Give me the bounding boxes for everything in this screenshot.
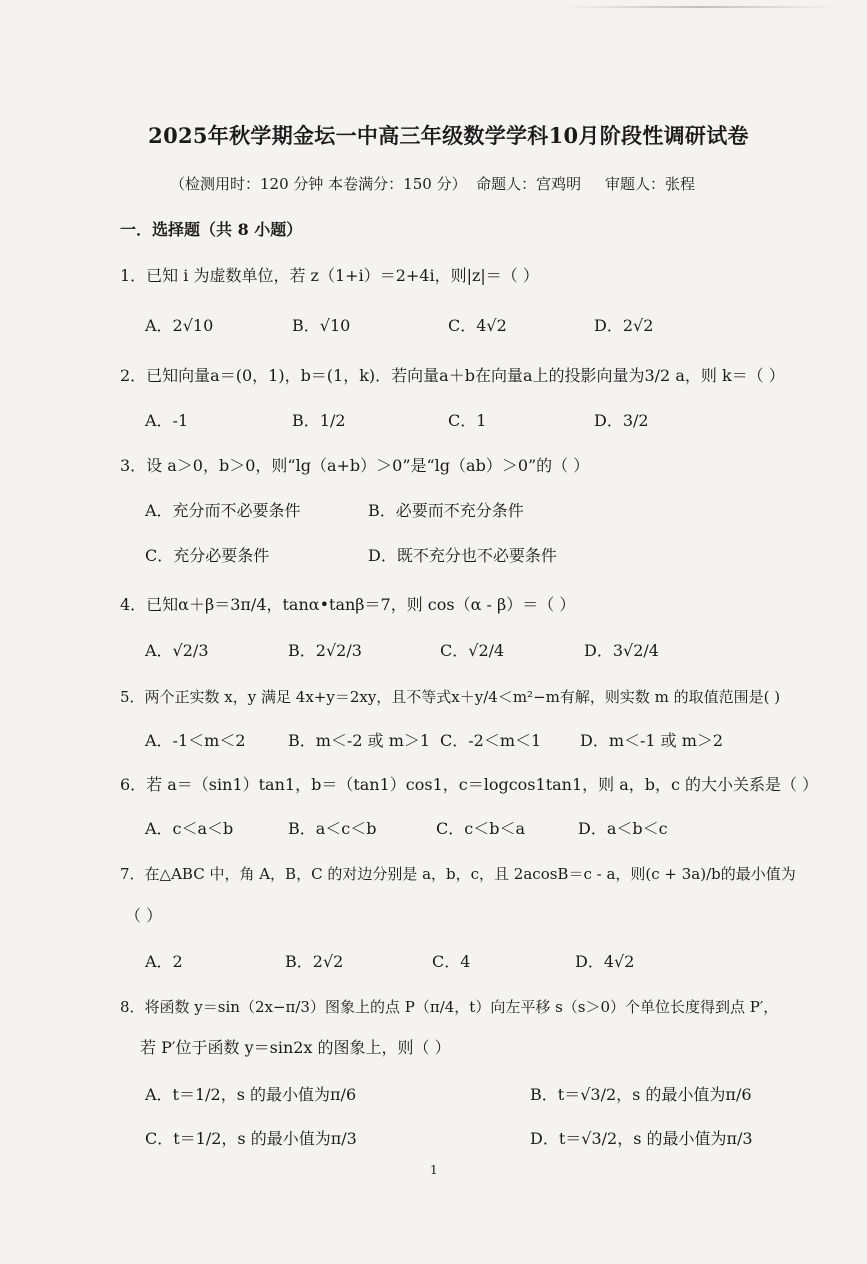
q2-option-c: C．1 — [448, 411, 487, 430]
q3-option-a: A．充分而不必要条件 — [145, 501, 301, 520]
q3-option-b: B．必要而不充分条件 — [368, 501, 524, 520]
q3-option-d: D．既不充分也不必要条件 — [368, 546, 557, 565]
q2-option-a: A．-1 — [145, 411, 189, 430]
q5-option-d: D．m＜-1 或 m＞2 — [580, 731, 724, 750]
question-4: 4．已知α＋β＝3π/4，tanα•tanβ＝7，则 cos（α - β）＝（ ） — [120, 595, 576, 614]
question-7-blank: （ ） — [125, 906, 163, 925]
q6-option-b: B．a＜c＜b — [288, 819, 377, 838]
q8-option-c: C．t＝1/2，s 的最小值为π/3 — [145, 1129, 357, 1148]
q8-option-a: A．t＝1/2，s 的最小值为π/6 — [145, 1085, 357, 1104]
q1-option-a: A．2√10 — [145, 316, 214, 335]
exam-subtitle: （检测用时：120 分钟 本卷满分：150 分） 命题人：宫鸡明 审题人：张程 — [170, 175, 695, 193]
q7-option-b: B．2√2 — [285, 952, 344, 971]
q7-option-d: D．4√2 — [575, 952, 635, 971]
scan-artifact-line — [560, 6, 840, 8]
q3-option-c: C．充分必要条件 — [145, 546, 270, 565]
q7-option-c: C．4 — [432, 952, 471, 971]
q8-option-b: B．t＝√3/2，s 的最小值为π/6 — [530, 1085, 752, 1104]
q1-option-c: C．4√2 — [448, 316, 507, 335]
question-8-line2: 若 P′位于函数 y＝sin2x 的图象上，则（ ） — [140, 1038, 451, 1057]
q6-option-c: C．c＜b＜a — [436, 819, 525, 838]
q1-option-d: D．2√2 — [594, 316, 654, 335]
q1-option-b: B．√10 — [292, 316, 351, 335]
q5-option-c: C．-2＜m＜1 — [440, 731, 542, 750]
q8-option-d: D．t＝√3/2，s 的最小值为π/3 — [530, 1129, 753, 1148]
question-6: 6．若 a＝（sin1）tan1，b＝（tan1）cos1，c＝logcos1tan1，则 a，b，c 的大小关系是（ ） — [120, 775, 819, 794]
question-2: 2．已知向量a＝(0，1)，b＝(1，k)．若向量a＋b在向量a上的投影向量为3/2 a，则 k＝（ ） — [120, 366, 785, 385]
q5-option-a: A．-1＜m＜2 — [145, 731, 246, 750]
question-1: 1．已知 i 为虚数单位，若 z（1+i）＝2+4i，则|z|＝（ ） — [120, 266, 539, 285]
q4-option-b: B．2√2/3 — [288, 641, 362, 660]
q7-option-a: A．2 — [145, 952, 183, 971]
q4-option-a: A．√2/3 — [145, 641, 209, 660]
q2-option-b: B．1/2 — [292, 411, 346, 430]
section-heading: 一．选择题（共 8 小题） — [120, 220, 303, 239]
q4-option-d: D．3√2/4 — [584, 641, 659, 660]
page-number: 1 — [430, 1163, 438, 1177]
q5-option-b: B．m＜-2 或 m＞1 — [288, 731, 431, 750]
question-3: 3．设 a＞0，b＞0，则“lg（a+b）＞0”是“lg（ab）＞0”的（ ） — [120, 456, 590, 475]
q6-option-a: A．c＜a＜b — [145, 819, 234, 838]
exam-title: 2025年秋学期金坛一中高三年级数学学科10月阶段性调研试卷 — [148, 123, 749, 148]
q6-option-d: D．a＜b＜c — [578, 819, 668, 838]
q4-option-c: C．√2/4 — [440, 641, 505, 660]
q2-option-d: D．3/2 — [594, 411, 649, 430]
question-5: 5．两个正实数 x，y 满足 4x+y＝2xy，且不等式x＋y/4＜m²−m有解，则实数 m 的取值范围是( ) — [120, 688, 781, 706]
question-8: 8．将函数 y＝sin（2x−π/3）图象上的点 P（π/4，t）向左平移 s（s＞0）个单位长度得到点 P′， — [120, 998, 779, 1016]
question-7: 7．在△ABC 中，角 A，B，C 的对边分别是 a，b，c，且 2acosB＝c - a，则(c + 3a)/b的最小值为 — [120, 865, 796, 883]
